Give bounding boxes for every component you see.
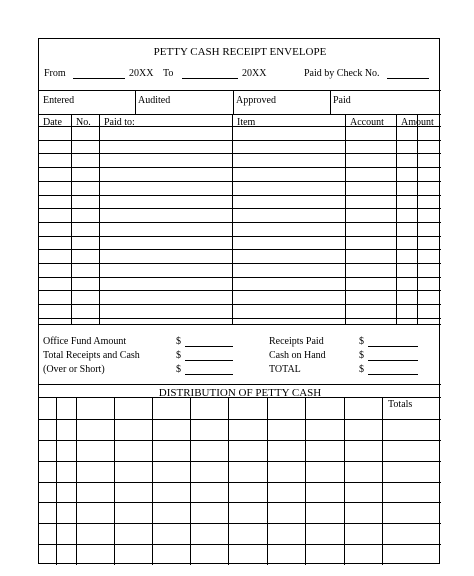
table-cell[interactable] [346,305,395,317]
distribution-cell[interactable] [57,503,75,522]
distribution-cell[interactable] [229,462,266,481]
table-cell[interactable] [100,237,231,249]
distribution-cell[interactable] [229,503,266,522]
table-cell[interactable] [72,127,98,139]
distribution-cell[interactable] [77,545,113,564]
office-fund-amount-field[interactable] [185,346,233,347]
distribution-title: DISTRIBUTION OF PETTY CASH [158,387,322,399]
distribution-cell[interactable] [57,462,75,481]
distribution-cell[interactable] [229,420,266,439]
distribution-cell[interactable] [306,503,343,522]
over-or-short-label: (Over or Short) [43,364,105,375]
distribution-cell[interactable] [306,545,343,564]
distribution-cell[interactable] [191,483,227,502]
distribution-cell[interactable] [115,503,151,522]
divider [330,90,331,114]
table-cell[interactable] [100,223,231,235]
distribution-cell[interactable] [153,398,189,418]
distribution-cell[interactable] [345,503,381,522]
distribution-cell[interactable] [191,503,227,522]
table-cell[interactable] [346,264,395,276]
distribution-cell[interactable] [153,483,189,502]
form-title: PETTY CASH RECEIPT ENVELOPE [153,46,327,58]
distribution-cell[interactable] [345,398,381,418]
table-cell[interactable] [40,278,70,290]
table-cell[interactable] [233,168,344,180]
table-cell[interactable] [72,278,98,290]
table-cell[interactable] [397,182,416,194]
table-cell[interactable] [100,305,231,317]
distribution-cell[interactable] [191,462,227,481]
total-receipts-and-cash-label: Total Receipts and Cash [43,350,140,361]
table-cell[interactable] [72,223,98,235]
table-cell[interactable] [346,237,395,249]
table-cell[interactable] [346,278,395,290]
currency-symbol: $ [176,336,181,347]
table-row-line [39,318,441,319]
distribution-cell[interactable] [57,545,75,564]
table-cell[interactable] [346,127,395,139]
distribution-cell[interactable] [77,483,113,502]
distribution-cell[interactable] [191,398,227,418]
distribution-cell[interactable] [77,503,113,522]
distribution-cell[interactable] [306,462,343,481]
distribution-cell[interactable] [115,483,151,502]
table-cell[interactable] [397,291,416,303]
distribution-cell[interactable] [40,524,55,543]
table-cell[interactable] [418,291,440,303]
col-account-header: Account [350,117,384,128]
table-cell[interactable] [418,141,440,153]
col-no-header: No. [76,117,91,128]
table-cell[interactable] [233,278,344,290]
distribution-cell[interactable] [40,545,55,564]
distribution-cell[interactable] [40,503,55,522]
distribution-cell[interactable] [40,420,55,439]
table-cell[interactable] [40,223,70,235]
distribution-cell[interactable] [57,524,75,543]
table-cell[interactable] [397,168,416,180]
table-cell[interactable] [100,196,231,208]
table-cell[interactable] [100,168,231,180]
paid-by-check-label: Paid by Check No. [304,68,380,79]
table-cell[interactable] [418,264,440,276]
table-cell[interactable] [397,127,416,139]
entered-label: Entered [43,95,75,106]
col-amount-header: Amount [401,117,434,128]
petty-cash-form [38,38,440,564]
table-cell[interactable] [233,127,344,139]
table-cell[interactable] [418,278,440,290]
distribution-cell[interactable] [229,524,266,543]
col-item-header: Item [237,117,256,128]
col-paid-to-header: Paid to: [104,117,135,128]
distribution-cell[interactable] [115,441,151,460]
distribution-cell[interactable] [191,545,227,564]
currency-symbol: $ [176,350,181,361]
table-cell[interactable] [418,154,440,166]
distribution-cell[interactable] [268,462,304,481]
table-cell[interactable] [233,264,344,276]
table-cell[interactable] [72,209,98,221]
table-cell[interactable] [100,154,231,166]
table-cell[interactable] [40,168,70,180]
distribution-cell[interactable] [383,420,440,439]
table-cell[interactable] [418,182,440,194]
table-cell[interactable] [397,237,416,249]
table-cell[interactable] [418,168,440,180]
table-cell[interactable] [100,182,231,194]
distribution-cell[interactable] [153,524,189,543]
table-cell[interactable] [100,278,231,290]
from-date-field[interactable] [73,78,125,79]
distribution-cell[interactable] [77,441,113,460]
distribution-cell[interactable] [115,545,151,564]
distribution-cell[interactable] [345,483,381,502]
distribution-cell[interactable] [229,483,266,502]
table-cell[interactable] [233,305,344,317]
table-cell[interactable] [100,209,231,221]
distribution-cell[interactable] [229,545,266,564]
distribution-cell[interactable] [153,545,189,564]
table-cell[interactable] [100,141,231,153]
distribution-cell[interactable] [191,441,227,460]
distribution-cell[interactable] [306,441,343,460]
to-year: 20XX [242,68,267,79]
table-cell[interactable] [40,305,70,317]
distribution-cell[interactable] [40,483,55,502]
table-cell[interactable] [418,305,440,317]
table-cell[interactable] [346,154,395,166]
cash-on-hand-field[interactable] [368,360,418,361]
distribution-cell[interactable] [153,420,189,439]
table-cell[interactable] [72,291,98,303]
approved-label: Approved [236,95,276,106]
total-field[interactable] [368,374,418,375]
currency-symbol: $ [176,364,181,375]
distribution-cell[interactable] [383,483,440,502]
table-cell[interactable] [397,196,416,208]
table-cell[interactable] [40,182,70,194]
distribution-cell[interactable] [306,420,343,439]
distribution-cell[interactable] [345,524,381,543]
to-label: To [163,68,174,79]
table-cell[interactable] [418,237,440,249]
table-cell[interactable] [397,305,416,317]
distribution-cell[interactable] [57,483,75,502]
distribution-cell[interactable] [306,398,343,418]
table-cell[interactable] [346,182,395,194]
table-cell[interactable] [397,209,416,221]
divider [135,90,136,114]
table-cell[interactable] [397,223,416,235]
table-cell[interactable] [40,127,70,139]
divider [39,90,441,91]
table-cell[interactable] [40,264,70,276]
table-cell[interactable] [346,141,395,153]
distribution-cell[interactable] [77,420,113,439]
receipts-paid-label: Receipts Paid [269,336,324,347]
table-cell[interactable] [40,154,70,166]
table-cell[interactable] [418,127,440,139]
distribution-cell[interactable] [115,462,151,481]
table-cell[interactable] [100,291,231,303]
table-cell[interactable] [346,168,395,180]
table-cell[interactable] [233,291,344,303]
currency-symbol: $ [359,364,364,375]
table-cell[interactable] [397,250,416,262]
table-cell[interactable] [233,182,344,194]
distribution-cell[interactable] [153,462,189,481]
distribution-cell[interactable] [345,441,381,460]
table-cell[interactable] [233,196,344,208]
distribution-cell[interactable] [191,420,227,439]
table-cell[interactable] [418,209,440,221]
table-cell[interactable] [72,168,98,180]
table-cell[interactable] [397,141,416,153]
distribution-cell[interactable] [153,503,189,522]
table-cell[interactable] [72,264,98,276]
currency-symbol: $ [359,336,364,347]
distribution-cell[interactable] [383,545,440,564]
table-cell[interactable] [418,223,440,235]
distribution-cell[interactable] [77,524,113,543]
table-cell[interactable] [233,237,344,249]
table-cell[interactable] [100,127,231,139]
table-cell[interactable] [40,291,70,303]
table-cell[interactable] [72,237,98,249]
table-cell[interactable] [72,154,98,166]
divider [39,324,441,325]
distribution-cell[interactable] [345,462,381,481]
table-cell[interactable] [72,305,98,317]
table-cell[interactable] [346,250,395,262]
distribution-cell[interactable] [306,483,343,502]
table-cell[interactable] [100,250,231,262]
divider [39,384,441,385]
distribution-cell[interactable] [268,483,304,502]
distribution-cell[interactable] [345,420,381,439]
distribution-cell[interactable] [268,503,304,522]
total-receipts-and-cash-field[interactable] [185,360,233,361]
table-cell[interactable] [40,250,70,262]
distribution-cell[interactable] [383,441,440,460]
distribution-cell[interactable] [229,441,266,460]
table-cell[interactable] [233,223,344,235]
distribution-cell[interactable] [77,462,113,481]
distribution-cell[interactable] [40,462,55,481]
table-cell[interactable] [72,182,98,194]
over-or-short-field[interactable] [185,374,233,375]
table-cell[interactable] [233,141,344,153]
distribution-cell[interactable] [383,503,440,522]
table-cell[interactable] [397,278,416,290]
table-cell[interactable] [233,209,344,221]
table-cell[interactable] [40,141,70,153]
to-date-field[interactable] [182,78,238,79]
table-cell[interactable] [100,264,231,276]
check-number-field[interactable] [387,78,429,79]
distribution-cell[interactable] [57,420,75,439]
receipts-paid-field[interactable] [368,346,418,347]
distribution-cell[interactable] [306,524,343,543]
table-cell[interactable] [346,223,395,235]
table-cell[interactable] [397,264,416,276]
table-cell[interactable] [72,250,98,262]
distribution-cell[interactable] [229,398,266,418]
distribution-cell[interactable] [383,524,440,543]
table-cell[interactable] [72,196,98,208]
table-cell[interactable] [418,250,440,262]
distribution-cell[interactable] [57,441,75,460]
distribution-cell[interactable] [268,441,304,460]
office-fund-amount-label: Office Fund Amount [43,336,127,347]
col-date-header: Date [43,117,62,128]
distribution-cell[interactable] [115,420,151,439]
table-cell[interactable] [40,196,70,208]
distribution-cell[interactable] [57,398,75,418]
table-cell[interactable] [233,250,344,262]
from-year: 20XX [129,68,154,79]
table-cell[interactable] [418,196,440,208]
currency-symbol: $ [359,350,364,361]
table-cell[interactable] [233,154,344,166]
distribution-cell[interactable] [383,462,440,481]
table-cell[interactable] [72,141,98,153]
distribution-cell[interactable] [268,545,304,564]
table-cell[interactable] [40,237,70,249]
table-cell[interactable] [346,291,395,303]
distribution-cell[interactable] [77,398,113,418]
distribution-cell[interactable] [115,398,151,418]
total-label: TOTAL [269,364,301,375]
from-label: From [44,68,66,79]
distribution-cell[interactable] [153,441,189,460]
distribution-cell[interactable] [191,524,227,543]
table-cell[interactable] [346,196,395,208]
distribution-cell[interactable] [40,398,55,418]
audited-label: Audited [138,95,171,106]
distribution-cell[interactable] [268,420,304,439]
table-cell[interactable] [40,209,70,221]
divider [233,90,234,114]
cash-on-hand-label: Cash on Hand [269,350,326,361]
distribution-cell[interactable] [40,441,55,460]
table-cell[interactable] [346,209,395,221]
table-cell[interactable] [397,154,416,166]
totals-label: Totals [388,399,413,410]
distribution-cell[interactable] [345,545,381,564]
distribution-cell[interactable] [268,524,304,543]
distribution-cell[interactable] [268,398,304,418]
distribution-cell[interactable] [115,524,151,543]
paid-label: Paid [333,95,351,106]
